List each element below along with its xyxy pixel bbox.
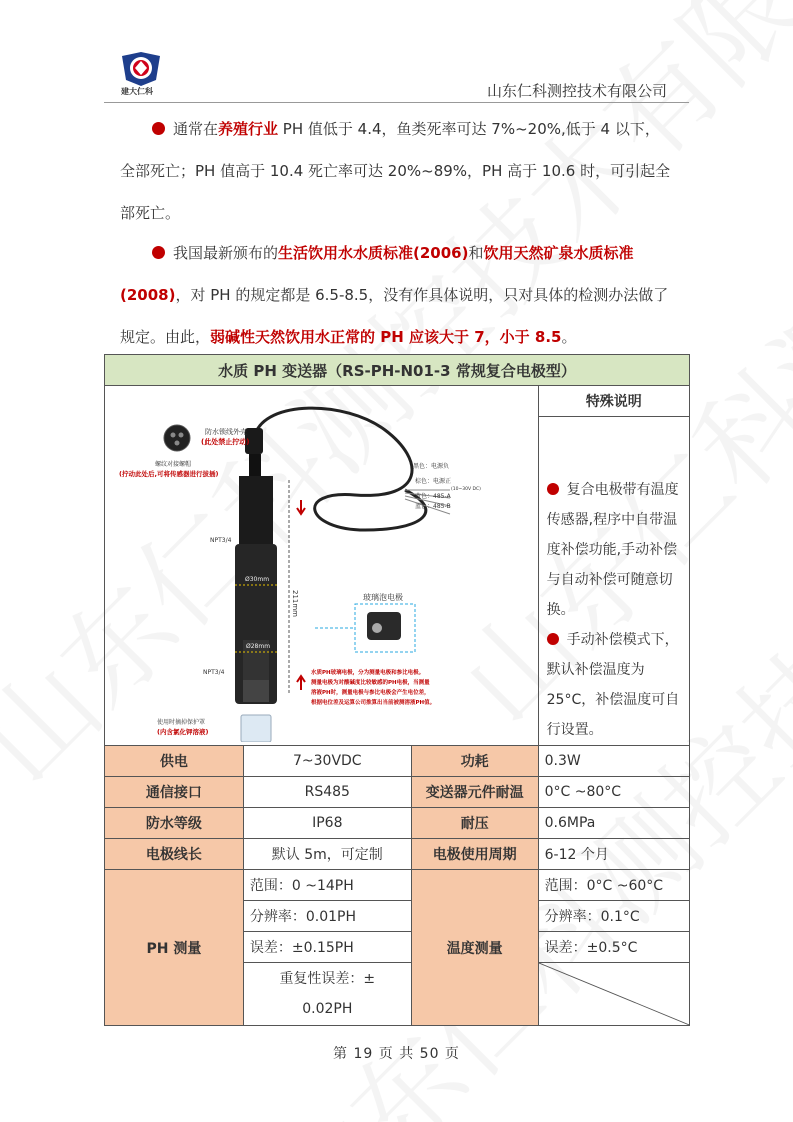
wire-black: 黑色：电源负: [413, 462, 450, 470]
interface-label: 通信接口: [105, 777, 244, 808]
ph-repeatability: 重复性误差：± 0.02PH: [243, 963, 411, 1026]
diameter-28: Ø28mm: [246, 642, 271, 650]
special-item-1: 复合电极带有温度传感器,程序中自带温度补偿功能,手动补偿与自动补偿可随意切换。: [546, 482, 679, 618]
wire-brown-sub: (10~30V DC): [451, 486, 481, 492]
table-row: [105, 746, 690, 777]
temp-tolerance-value: 0°C ~80°C: [538, 777, 689, 808]
empty-diagonal-cell: [538, 963, 689, 1026]
table-title: 水质 PH 变送器（RS-PH-N01-3 常规复合电极型）: [105, 355, 690, 386]
bullet-icon: [547, 483, 559, 495]
temp-range: 范围：0°C ~60°C: [538, 870, 689, 901]
product-diagram: [105, 386, 539, 746]
temp-measure-label: 温度测量: [411, 870, 538, 1026]
ph-resolution: 分辨率：0.01PH: [243, 901, 411, 932]
consumption-label: 功耗: [411, 746, 538, 777]
lifecycle-value: 6-12 个月: [538, 839, 689, 870]
power-label: 供电: [105, 746, 244, 777]
npt-bottom-label: NPT3/4: [203, 668, 225, 676]
cable-length-value: 默认 5m，可定制: [243, 839, 411, 870]
length-label: 211mm: [291, 589, 299, 617]
page-number: 第 19 页 共 50 页: [333, 1046, 460, 1062]
ph-range: 范围：0 ~14PH: [243, 870, 411, 901]
bullet-icon: [152, 122, 165, 135]
cap-warning: (拧动此处后,可将传感器进行拔插): [119, 469, 219, 478]
cover-label: 使用时摘掉保护罩: [157, 718, 206, 726]
wire-blue: 蓝色：485-B: [415, 502, 451, 510]
cover-warning: (内含氯化钾溶液): [157, 727, 209, 736]
ph-error: 误差：±0.15PH: [243, 932, 411, 963]
power-value: 7~30VDC: [243, 746, 411, 777]
bullet-icon: [547, 633, 559, 645]
table-row: [105, 839, 690, 870]
logo-text: 建大仁科: [121, 87, 153, 96]
ph-measure-label: PH 测量: [105, 870, 244, 1026]
spec-table: [104, 354, 690, 1026]
glass-electrode-label: 玻璃泡电极: [363, 592, 403, 602]
desc-line-1: 水质PH玻璃电极，分为测量电极和参比电极。: [311, 669, 425, 676]
lifecycle-label: 电极使用周期: [411, 839, 538, 870]
paragraph-2: 我国最新颁布的生活饮用水水质标准(2006)和饮用天然矿泉水质标准 (2008)，对 PH 的规定都是 6.5-8.5，没有作具体说明，只对具体的检测办法做了 规定。由此，弱碱性天然饮用水正常的 PH 应该大于 7，小于 8.5。: [120, 244, 669, 346]
waterproof-value: IP68: [243, 808, 411, 839]
npt-top-label: NPT3/4: [210, 536, 232, 544]
desc-line-3: 溶液PH时，测量电极与参比电极会产生电位差，: [311, 689, 430, 696]
paragraph-1: 通常在养殖行业 PH 值低于 4.4，鱼类死率可达 7%~20%,低于 4 以下， 全部死亡；PH 值高于 10.4 死亡率可达 20%~89%，PH 高于 10.6 时，可引起全 部死亡。: [120, 120, 671, 222]
waterproof-label: 防水等级: [105, 808, 244, 839]
desc-line-2: 测量电极为对酸碱度比较敏感的PH电极，当测量: [311, 679, 430, 686]
wire-yellow: 黄色：485-A: [415, 492, 451, 500]
pressure-label: 耐压: [411, 808, 538, 839]
special-notes: [538, 417, 689, 746]
cap-label: 螺纹对接螺帽: [155, 460, 192, 468]
cable-length-label: 电极线长: [105, 839, 244, 870]
temp-resolution: 分辨率：0.1°C: [538, 901, 689, 932]
bullet-icon: [152, 246, 165, 259]
header-divider: [104, 102, 689, 103]
table-row: [105, 777, 690, 808]
temp-tolerance-label: 变送器元件耐温: [411, 777, 538, 808]
diameter-30: Ø30mm: [245, 575, 270, 583]
company-name: 山东仁科测控技术有限公司: [486, 82, 667, 100]
special-notes-header: 特殊说明: [538, 386, 689, 417]
wire-brown: 棕色：电源正: [415, 477, 452, 485]
consumption-value: 0.3W: [538, 746, 689, 777]
desc-line-4: 根据电位差及运算公司推算出当前被测溶液PH值。: [311, 699, 436, 706]
special-item-2: 手动补偿模式下，默认补偿温度为 25°C，补偿温度可自行设置。: [546, 632, 680, 738]
temp-error: 误差：±0.5°C: [538, 932, 689, 963]
interface-value: RS485: [243, 777, 411, 808]
table-row: [105, 808, 690, 839]
shell-warning: (此处禁止拧动): [201, 437, 250, 446]
pressure-value: 0.6MPa: [538, 808, 689, 839]
shell-label: 防水锁线外壳: [205, 427, 247, 436]
